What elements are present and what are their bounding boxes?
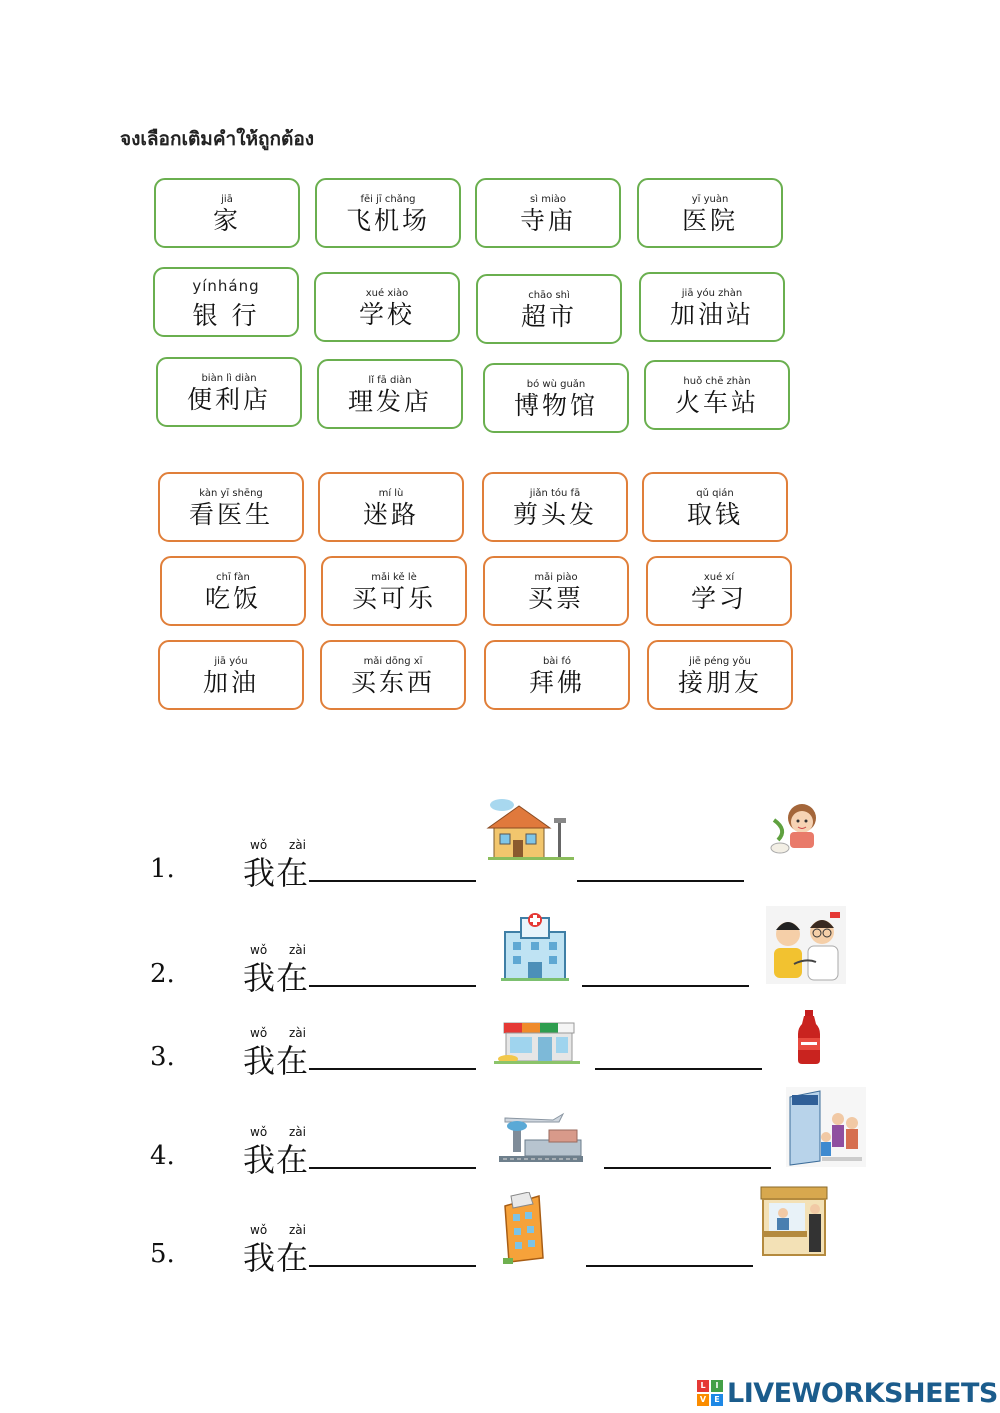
doctor-patient-icon (766, 906, 846, 984)
action-card[interactable] (642, 472, 788, 542)
question-pinyin: wǒ zài (250, 838, 306, 852)
airport-icon (495, 1110, 585, 1166)
pinyin: sì miào (530, 194, 566, 205)
instruction-text: จงเลือกเติมคำให้ถูกต้อง (120, 128, 315, 150)
action-card[interactable] (158, 640, 304, 710)
place-card[interactable] (153, 267, 299, 337)
hanzi: 银 行 (192, 301, 260, 330)
pinyin: yínháng (192, 277, 260, 295)
question-number: 1. (150, 854, 175, 884)
live-badge (697, 1380, 723, 1406)
liveworksheets-logo (697, 1378, 998, 1408)
hanzi: 买票 (527, 584, 584, 613)
pinyin: kàn yī shēng (199, 488, 263, 499)
place-card[interactable] (315, 178, 461, 248)
pinyin: bài fó (542, 656, 572, 667)
place-card[interactable] (476, 274, 622, 344)
action-card[interactable] (484, 640, 630, 710)
pinyin: qǔ qián (696, 488, 734, 499)
logo-text: LIVEWORKSHEETS (727, 1377, 998, 1409)
question-number: 4. (150, 1141, 175, 1171)
pinyin: jiǎn tóu fā (529, 488, 581, 499)
place-card[interactable] (483, 363, 629, 433)
place-card[interactable] (317, 359, 463, 429)
hanzi: 看医生 (188, 500, 273, 529)
hanzi: 买可乐 (351, 584, 436, 613)
pinyin: huǒ chē zhàn (683, 376, 751, 387)
place-card[interactable] (637, 178, 783, 248)
question-hanzi: 我在 (243, 1141, 310, 1179)
pinyin: mí lù (378, 488, 404, 499)
pinyin: biàn lì diàn (201, 373, 257, 384)
place-card[interactable] (314, 272, 460, 342)
action-card[interactable] (320, 640, 466, 710)
cola-bottle-icon (794, 1010, 824, 1064)
question-number: 3. (150, 1042, 175, 1072)
hanzi: 超市 (520, 302, 577, 331)
question-number: 5. (150, 1239, 175, 1269)
place-card[interactable] (644, 360, 790, 430)
pinyin: xué xiào (365, 288, 409, 299)
hanzi: 剪头发 (512, 500, 597, 529)
pinyin: jiā (221, 194, 233, 205)
place-answer-blank[interactable] (309, 1265, 476, 1267)
place-answer-blank[interactable] (309, 880, 476, 882)
girl-eating-icon (768, 796, 834, 862)
action-answer-blank[interactable] (586, 1265, 753, 1267)
hanzi: 拜佛 (528, 668, 585, 697)
pinyin: bó wù guǎn (526, 379, 586, 390)
pinyin: jiā yóu (214, 656, 248, 667)
pinyin: mǎi piào (534, 572, 578, 583)
hanzi: 加油 (202, 668, 259, 697)
place-answer-blank[interactable] (309, 1068, 476, 1070)
pinyin: yī yuàn (691, 194, 729, 205)
hanzi: 迷路 (362, 500, 419, 529)
action-answer-blank[interactable] (582, 985, 749, 987)
hanzi: 接朋友 (677, 668, 762, 697)
hospital-icon (499, 908, 571, 982)
house-icon (486, 796, 576, 862)
action-card[interactable] (160, 556, 306, 626)
hanzi: 加油站 (669, 300, 754, 329)
hanzi: 取钱 (686, 500, 743, 529)
question-number: 2. (150, 959, 175, 989)
pinyin: jiā yóu zhàn (681, 288, 743, 299)
hanzi: 便利店 (186, 385, 271, 414)
action-card[interactable] (483, 556, 629, 626)
question-hanzi: 我在 (243, 854, 310, 892)
badge-letter: V (697, 1394, 709, 1406)
ticket-office-icon (786, 1087, 866, 1167)
place-card[interactable] (154, 178, 300, 248)
place-card[interactable] (475, 178, 621, 248)
place-card[interactable] (639, 272, 785, 342)
question-pinyin: wǒ zài (250, 1125, 306, 1139)
pinyin: chāo shì (528, 290, 570, 301)
badge-letter: L (697, 1380, 709, 1392)
action-card[interactable] (647, 640, 793, 710)
badge-letter: I (711, 1380, 723, 1392)
place-answer-blank[interactable] (309, 985, 476, 987)
hanzi: 学校 (358, 300, 415, 329)
pinyin: mǎi kě lè (371, 572, 417, 583)
place-answer-blank[interactable] (309, 1167, 476, 1169)
action-answer-blank[interactable] (595, 1068, 762, 1070)
action-card[interactable] (482, 472, 628, 542)
place-card[interactable] (156, 357, 302, 427)
question-hanzi: 我在 (243, 1239, 310, 1277)
bank-building-icon (499, 1192, 547, 1264)
question-pinyin: wǒ zài (250, 1223, 306, 1237)
pinyin: fēi jī chǎng (360, 194, 416, 205)
question-pinyin: wǒ zài (250, 1026, 306, 1040)
hanzi: 火车站 (674, 388, 759, 417)
pinyin: chī fàn (216, 572, 250, 583)
pinyin: lǐ fā diàn (368, 375, 412, 386)
action-answer-blank[interactable] (577, 880, 744, 882)
question-pinyin: wǒ zài (250, 943, 306, 957)
pinyin: xué xí (703, 572, 735, 583)
pinyin: jiē péng yǒu (689, 656, 751, 667)
question-hanzi: 我在 (243, 1042, 310, 1080)
hanzi: 吃饭 (204, 584, 261, 613)
hanzi: 寺庙 (519, 206, 576, 235)
action-card[interactable] (318, 472, 464, 542)
hanzi: 飞机场 (345, 206, 430, 235)
hanzi: 理发店 (347, 387, 432, 416)
question-hanzi: 我在 (243, 959, 310, 997)
hanzi: 买东西 (350, 668, 435, 697)
action-card[interactable] (321, 556, 467, 626)
hanzi: 博物馆 (513, 391, 598, 420)
hanzi: 学习 (690, 584, 747, 613)
action-card[interactable] (158, 472, 304, 542)
hanzi: 医院 (681, 206, 738, 235)
pinyin: mǎi dōng xī (363, 656, 423, 667)
hanzi: 家 (212, 206, 241, 235)
convenience-store-icon (494, 1019, 580, 1065)
action-card[interactable] (646, 556, 792, 626)
badge-letter: E (711, 1394, 723, 1406)
cashier-counter-icon (757, 1185, 831, 1259)
action-answer-blank[interactable] (604, 1167, 771, 1169)
